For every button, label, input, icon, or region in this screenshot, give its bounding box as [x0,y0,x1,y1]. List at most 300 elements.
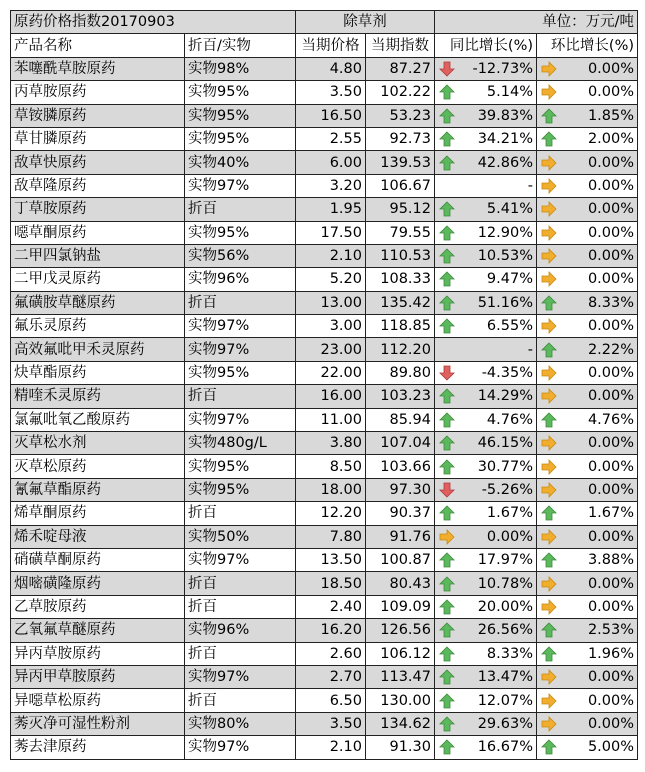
spec-cell: 实物97% [185,548,296,571]
table-row [11,104,638,127]
table-row [11,478,638,501]
product-name-cell: 氟乐灵原药 [11,315,185,338]
mom-cell [537,198,638,221]
mom-cell-content [541,713,634,735]
mom-cell-value: 0.00% [587,528,635,545]
mom-cell-value: 0.00% [587,154,635,171]
arrow-up-icon [541,295,559,311]
yoy-cell-content [439,432,533,454]
price-cell: 17.50 [296,221,366,244]
product-name-cell: 精喹禾灵原药 [11,385,185,408]
index-cell: 134.62 [366,712,435,735]
price-cell: 2.10 [296,244,366,267]
yoy-cell [435,548,537,571]
product-name-cell: 氰氟草酯原药 [11,478,185,501]
mom-cell-value: 0.00% [587,201,635,218]
table-row [11,619,638,642]
index-cell: 53.23 [366,104,435,127]
yoy-cell-content [439,315,533,337]
header-mom: 环比增长(%) [537,34,638,57]
product-name-cell: 异噁草松原药 [11,689,185,712]
product-name-cell: 异丙甲草胺原药 [11,665,185,688]
spec-cell: 折百 [185,502,296,525]
price-cell: 6.00 [296,151,366,174]
arrow-up-icon [439,131,457,147]
yoy-cell [435,221,537,244]
product-name-cell: 烯禾啶母液 [11,525,185,548]
mom-cell-value: 0.00% [587,248,635,265]
yoy-cell-content [439,619,533,641]
header-yoy: 同比增长(%) [435,34,537,57]
mom-cell-value: 0.00% [587,669,635,686]
index-cell: 95.12 [366,198,435,221]
mom-cell-content [541,385,634,407]
table-row [11,689,638,712]
table-title: 原药价格指数20170903 [11,11,296,34]
mom-cell [537,104,638,127]
arrow-right-icon [541,459,559,475]
yoy-cell [435,478,537,501]
mom-cell-value: 1.85% [587,107,635,124]
mom-cell [537,478,638,501]
table-row [11,432,638,455]
arrow-up-icon [439,295,457,311]
yoy-cell [435,432,537,455]
index-cell: 113.47 [366,665,435,688]
spec-cell: 实物95% [185,81,296,104]
price-cell: 1.95 [296,198,366,221]
table-row [11,502,638,525]
mom-cell-content [541,198,634,220]
arrow-right-icon [541,318,559,334]
mom-cell-content [541,409,634,431]
price-cell: 13.00 [296,291,366,314]
yoy-cell-value: 34.21% [477,131,533,148]
table-body [11,11,638,760]
arrow-up-icon [541,412,559,428]
price-cell: 8.50 [296,455,366,478]
product-name-cell: 莠灭净可湿性粉剂 [11,712,185,735]
arrow-up-icon [541,131,559,147]
index-cell: 135.42 [366,291,435,314]
arrow-up-icon [541,622,559,638]
mom-cell-value: 8.33% [587,294,635,311]
mom-cell-value: 0.00% [587,575,635,592]
price-cell: 23.00 [296,338,366,361]
table-row [11,57,638,80]
mom-cell [537,291,638,314]
title-row [11,11,638,34]
yoy-cell [435,502,537,525]
index-cell: 110.53 [366,244,435,267]
yoy-cell-value: 26.56% [477,622,533,639]
mom-cell [537,736,638,759]
yoy-cell-content [439,362,533,384]
index-cell: 106.67 [366,174,435,197]
yoy-cell-content [439,409,533,431]
arrow-up-icon [439,435,457,451]
price-index-table [10,10,638,760]
mom-cell-content [541,573,634,595]
yoy-cell-content [439,339,533,361]
spec-cell: 实物95% [185,478,296,501]
spec-cell: 折百 [185,198,296,221]
price-cell: 2.55 [296,127,366,150]
yoy-cell-value: 12.07% [477,692,533,709]
yoy-cell-value: -4.35% [481,365,533,382]
arrow-up-icon [541,646,559,662]
price-cell: 4.80 [296,57,366,80]
yoy-cell-value: -12.73% [472,60,533,77]
table-row [11,572,638,595]
table-row [11,174,638,197]
arrow-up-icon [439,155,457,171]
yoy-cell-content [439,456,533,478]
yoy-cell [435,455,537,478]
mom-cell [537,221,638,244]
mom-cell-content [541,432,634,454]
spec-cell: 实物97% [185,315,296,338]
arrow-right-icon [541,155,559,171]
yoy-cell-content [439,81,533,103]
mom-cell-content [541,268,634,290]
mom-cell-content [541,596,634,618]
arrow-up-icon [541,108,559,124]
price-cell: 2.40 [296,595,366,618]
table-row [11,736,638,759]
table-row [11,455,638,478]
table-row [11,712,638,735]
mom-cell-content [541,526,634,548]
mom-cell-content [541,222,634,244]
yoy-cell [435,198,537,221]
yoy-cell-value: 4.76% [486,411,533,428]
yoy-cell [435,151,537,174]
spec-cell: 折百 [185,689,296,712]
spec-cell: 折百 [185,642,296,665]
spec-cell: 实物95% [185,104,296,127]
yoy-cell-value: 51.16% [477,294,533,311]
yoy-cell [435,244,537,267]
mom-cell [537,665,638,688]
yoy-cell [435,104,537,127]
mom-cell [537,525,638,548]
product-name-cell: 莠去津原药 [11,736,185,759]
mom-cell-content [541,175,634,197]
mom-cell [537,81,638,104]
price-cell: 11.00 [296,408,366,431]
product-name-cell: 乙草胺原药 [11,595,185,618]
table-row [11,244,638,267]
yoy-cell-content [439,245,533,267]
mom-cell-value: 2.22% [587,341,635,358]
price-cell: 2.60 [296,642,366,665]
mom-cell-value: 0.00% [587,458,635,475]
mom-cell [537,385,638,408]
yoy-cell-value: 16.67% [477,739,533,756]
product-name-cell: 丁草胺原药 [11,198,185,221]
spec-cell: 实物95% [185,221,296,244]
mom-cell-content [541,690,634,712]
mom-cell [537,455,638,478]
mom-cell [537,548,638,571]
mom-cell [537,174,638,197]
product-name-cell: 烟嘧磺隆原药 [11,572,185,595]
price-cell: 3.80 [296,432,366,455]
mom-cell-value: 0.00% [587,482,635,498]
spec-cell: 折百 [185,572,296,595]
product-name-cell: 高效氟吡甲禾灵原药 [11,338,185,361]
mom-cell-content [541,81,634,103]
index-cell: 89.80 [366,361,435,384]
yoy-cell-content [439,152,533,174]
arrow-up-icon [439,225,457,241]
category-label: 除草剂 [296,11,435,34]
index-cell: 107.04 [366,432,435,455]
yoy-cell [435,525,537,548]
yoy-cell [435,174,537,197]
product-name-cell: 灭草松原药 [11,455,185,478]
index-cell: 126.56 [366,619,435,642]
arrow-up-icon [439,459,457,475]
price-cell: 3.50 [296,81,366,104]
product-name-cell: 二甲四氯钠盐 [11,244,185,267]
product-name-cell: 炔草酯原药 [11,361,185,384]
index-cell: 79.55 [366,221,435,244]
price-cell: 22.00 [296,361,366,384]
arrow-right-icon [541,248,559,264]
arrow-right-icon [541,693,559,709]
index-cell: 100.87 [366,548,435,571]
arrow-up-icon [541,739,559,755]
product-name-cell: 苯噻酰草胺原药 [11,57,185,80]
spec-cell: 折百 [185,291,296,314]
spec-cell: 折百 [185,385,296,408]
mom-cell-value: 0.00% [587,224,635,241]
table-row [11,361,638,384]
mom-cell-value: 2.53% [587,622,635,639]
table-row [11,385,638,408]
spec-cell: 实物97% [185,174,296,197]
table-row [11,291,638,314]
yoy-cell-value: -5.26% [481,482,533,498]
arrow-up-icon [541,552,559,568]
yoy-cell [435,315,537,338]
yoy-cell-value: 13.47% [477,669,533,686]
mom-cell-value: 1.67% [587,505,635,522]
spec-cell: 实物96% [185,619,296,642]
price-cell: 12.20 [296,502,366,525]
yoy-cell [435,57,537,80]
price-cell: 16.20 [296,619,366,642]
index-cell: 90.37 [366,502,435,525]
arrow-right-icon [541,225,559,241]
arrow-right-icon [541,482,559,498]
yoy-cell-content [439,690,533,712]
arrow-up-icon [439,693,457,709]
price-cell: 16.50 [296,104,366,127]
arrow-up-icon [541,342,559,358]
yoy-cell-content [439,385,533,407]
mom-cell [537,315,638,338]
table-row [11,595,638,618]
yoy-cell-content [439,175,533,197]
yoy-cell-content [439,736,533,758]
yoy-cell-value: 42.86% [477,154,533,171]
yoy-cell-value: 10.78% [477,575,533,592]
header-price: 当期价格 [296,34,366,57]
index-cell: 109.09 [366,595,435,618]
spec-cell: 实物95% [185,455,296,478]
mom-cell-content [541,502,634,524]
yoy-cell [435,127,537,150]
product-name-cell: 草甘膦原药 [11,127,185,150]
yoy-cell-value: 12.90% [477,224,533,241]
spec-cell: 实物95% [185,361,296,384]
mom-cell-value: 0.00% [587,318,635,335]
price-cell: 6.50 [296,689,366,712]
yoy-cell [435,81,537,104]
index-cell: 103.66 [366,455,435,478]
mom-cell-content [541,128,634,150]
arrow-up-icon [541,505,559,521]
yoy-cell [435,595,537,618]
arrow-right-icon [541,435,559,451]
mom-cell-value: 2.00% [587,131,635,148]
mom-cell [537,689,638,712]
arrow-up-icon [439,622,457,638]
arrow-right-icon [541,388,559,404]
mom-cell [537,57,638,80]
mom-cell-content [541,315,634,337]
arrow-right-icon [541,529,559,545]
yoy-cell [435,619,537,642]
price-cell: 5.20 [296,268,366,291]
arrow-up-icon [439,505,457,521]
index-cell: 102.22 [366,81,435,104]
mom-cell-content [541,362,634,384]
yoy-cell [435,291,537,314]
arrow-right-icon [541,669,559,685]
mom-cell-content [541,666,634,688]
mom-cell [537,712,638,735]
table-row [11,408,638,431]
mom-cell-value: 3.88% [587,552,635,569]
mom-cell-content [541,292,634,314]
mom-cell [537,338,638,361]
arrow-right-icon [541,716,559,732]
yoy-cell-content [439,198,533,220]
yoy-cell-value: 10.53% [477,248,533,265]
index-cell: 91.76 [366,525,435,548]
arrow-right-icon [541,576,559,592]
index-cell: 92.73 [366,127,435,150]
product-name-cell: 敌草隆原药 [11,174,185,197]
mom-cell-content [541,152,634,174]
mom-cell [537,432,638,455]
spec-cell: 实物98% [185,57,296,80]
table-row [11,127,638,150]
price-cell: 7.80 [296,525,366,548]
arrow-up-icon [439,271,457,287]
product-name-cell: 氟磺胺草醚原药 [11,291,185,314]
arrow-right-icon [541,201,559,217]
arrow-up-icon [439,599,457,615]
price-cell: 13.50 [296,548,366,571]
mom-cell-content [541,643,634,665]
index-cell: 139.53 [366,151,435,174]
mom-cell [537,127,638,150]
product-name-cell: 二甲戊灵原药 [11,268,185,291]
price-cell: 18.00 [296,478,366,501]
index-cell: 118.85 [366,315,435,338]
mom-cell-value: 0.00% [587,60,635,77]
arrow-up-icon [439,388,457,404]
product-name-cell: 敌草快原药 [11,151,185,174]
mom-cell [537,268,638,291]
arrow-right-icon [439,529,457,545]
yoy-cell-content [439,713,533,735]
spec-cell: 实物97% [185,408,296,431]
index-cell: 85.94 [366,408,435,431]
index-cell: 106.12 [366,642,435,665]
mom-cell-value: 0.00% [587,692,635,709]
product-name-cell: 氯氟吡氧乙酸原药 [11,408,185,431]
table-row [11,315,638,338]
spec-cell: 实物97% [185,736,296,759]
yoy-cell-value: 29.63% [477,715,533,732]
product-name-cell: 灭草松水剂 [11,432,185,455]
yoy-cell-content [439,526,533,548]
arrow-down-icon [439,482,457,498]
arrow-up-icon [439,739,457,755]
table-row [11,221,638,244]
table-row [11,151,638,174]
mom-cell-content [541,736,634,758]
yoy-cell-value: - [527,177,533,194]
mom-cell [537,595,638,618]
index-cell: 112.20 [366,338,435,361]
yoy-cell-content [439,596,533,618]
spec-cell: 折百 [185,595,296,618]
yoy-cell-value: 46.15% [477,435,533,452]
table-row [11,665,638,688]
yoy-cell-content [439,222,533,244]
arrow-right-icon [541,178,559,194]
header-row [11,34,638,57]
yoy-cell-content [439,268,533,290]
yoy-cell-content [439,502,533,524]
product-name-cell: 异丙草胺原药 [11,642,185,665]
spec-cell: 实物96% [185,268,296,291]
mom-cell [537,361,638,384]
yoy-cell-content [439,292,533,314]
yoy-cell [435,665,537,688]
price-cell: 3.20 [296,174,366,197]
yoy-cell-value: 8.33% [486,645,533,662]
yoy-cell-content [439,549,533,571]
product-name-cell: 噁草酮原药 [11,221,185,244]
mom-cell-value: 0.00% [587,715,635,732]
yoy-cell [435,338,537,361]
header-spec: 折百/实物 [185,34,296,57]
yoy-cell-value: 1.67% [486,505,533,522]
arrow-up-icon [439,412,457,428]
product-name-cell: 乙氧氟草醚原药 [11,619,185,642]
yoy-cell [435,385,537,408]
arrow-up-icon [439,318,457,334]
yoy-cell-value: - [527,341,533,358]
